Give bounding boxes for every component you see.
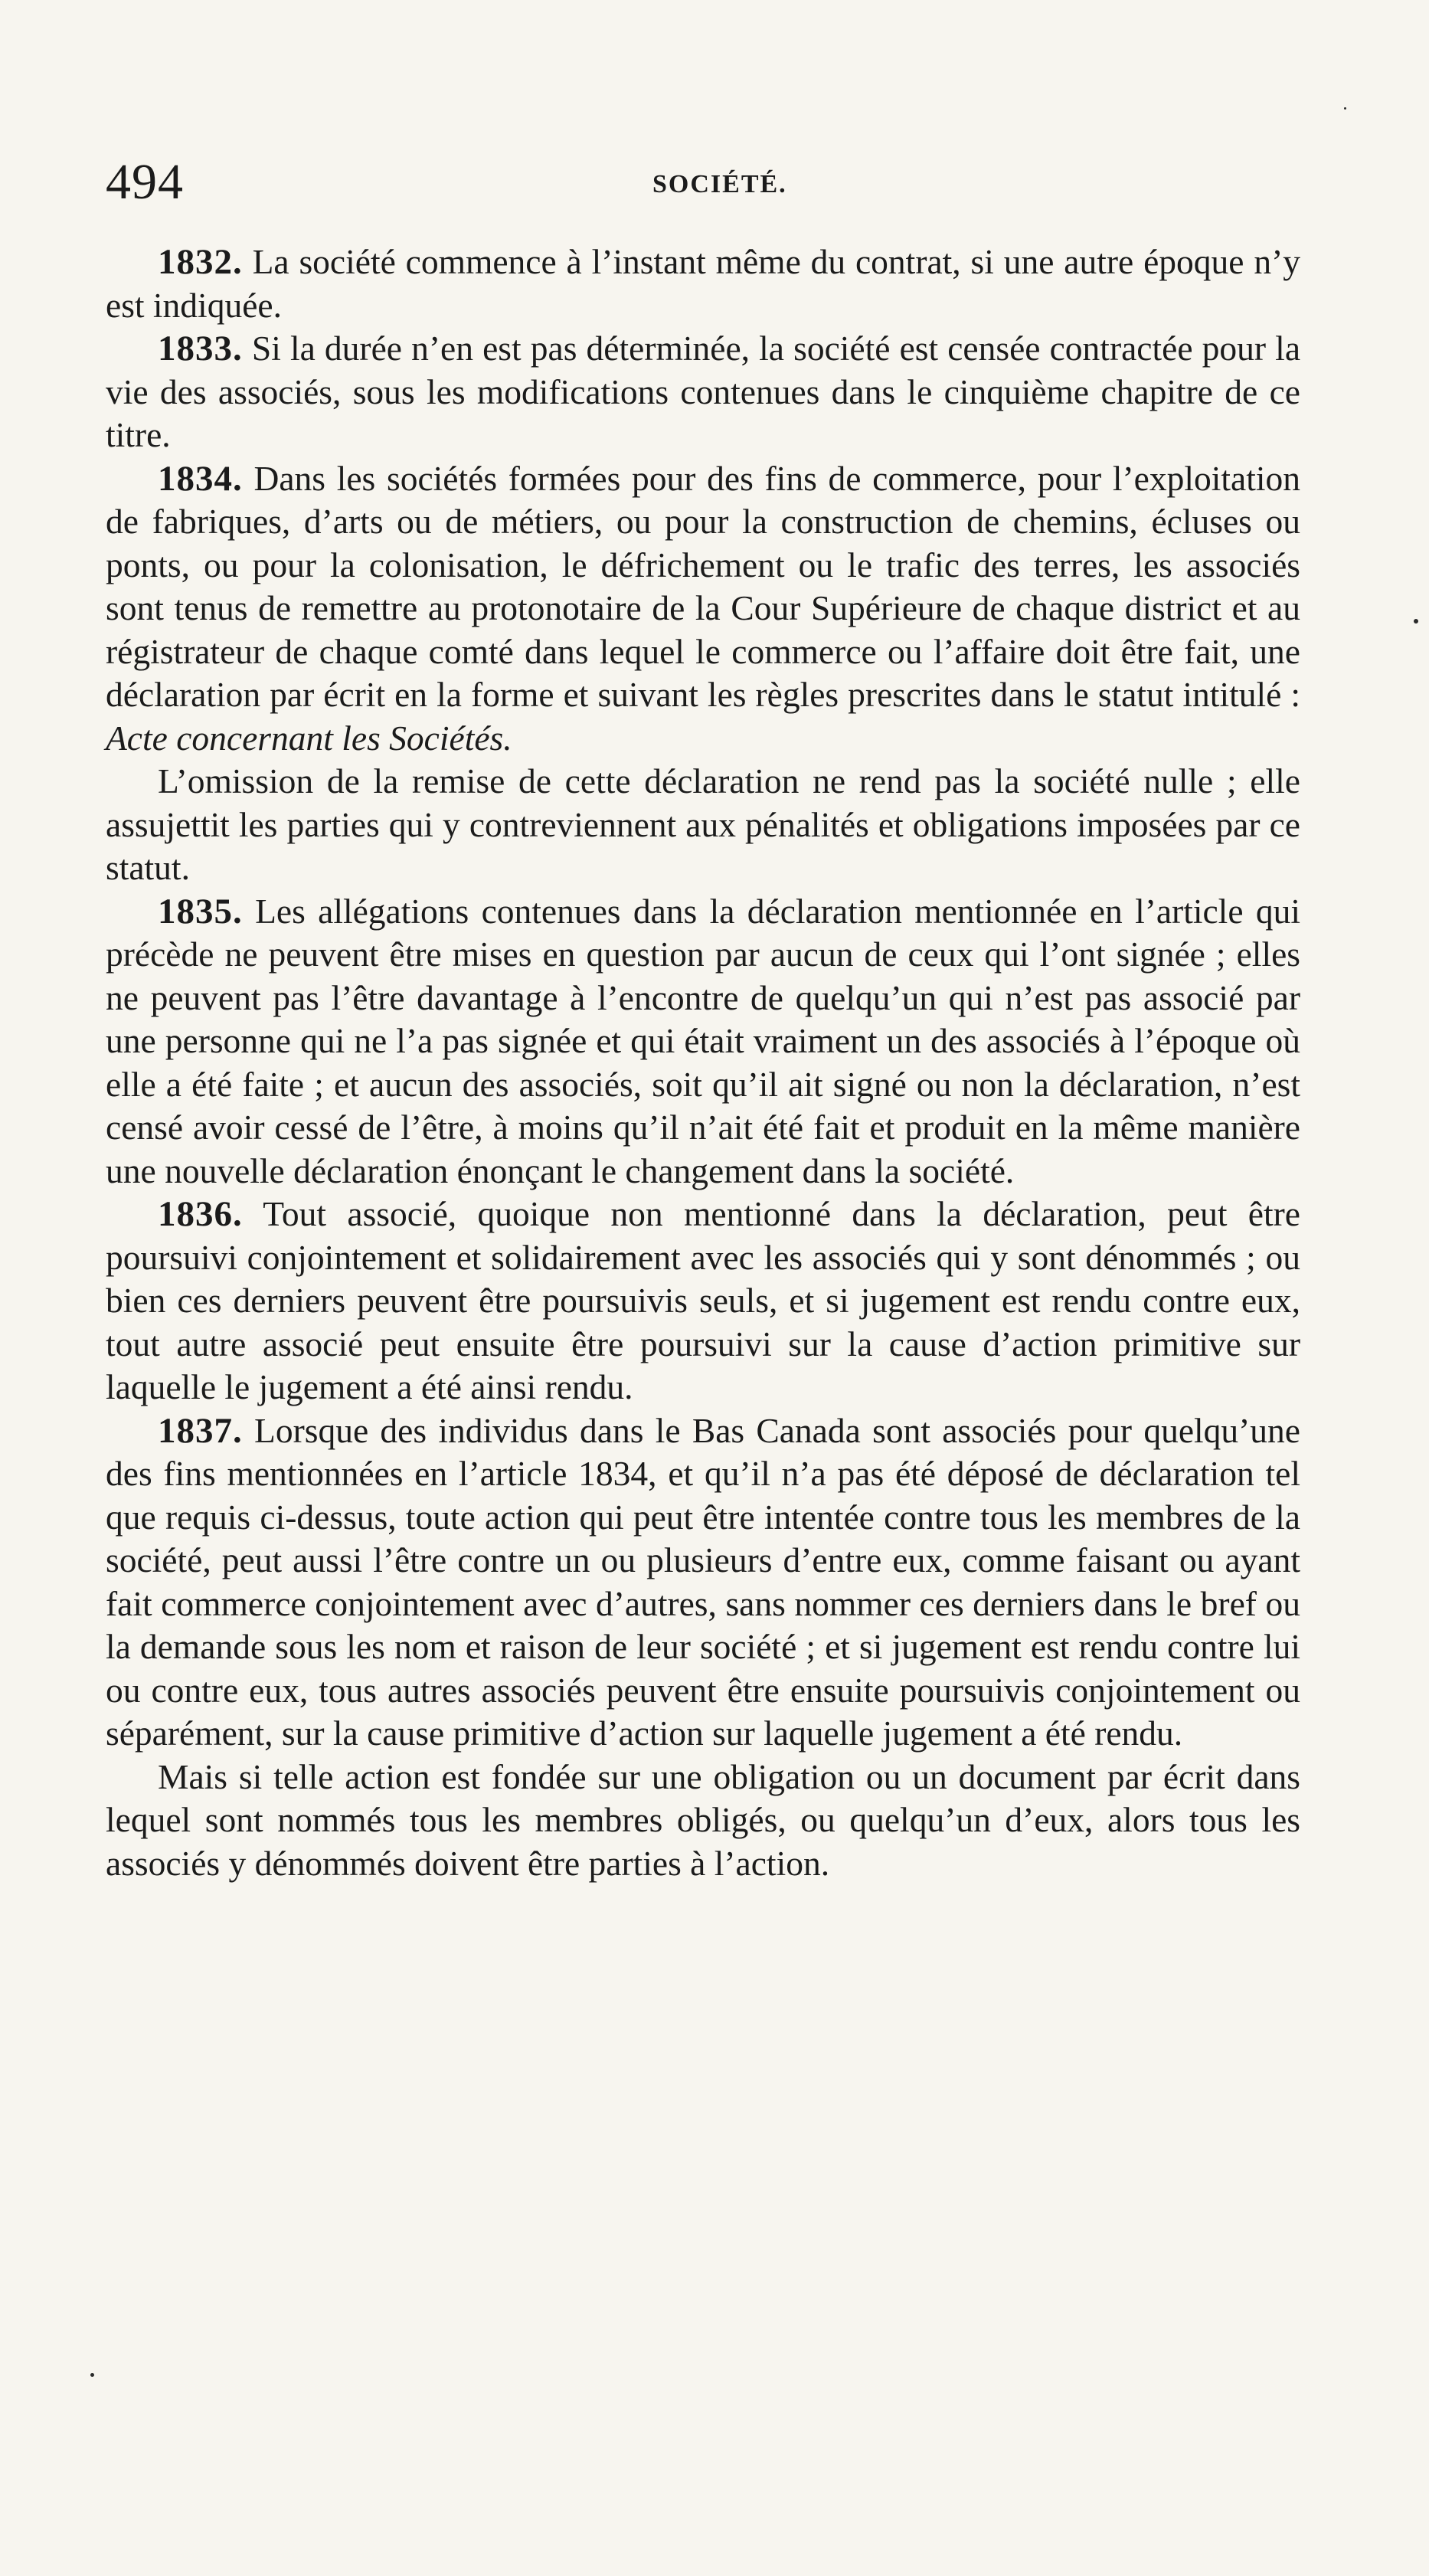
paragraph-text: L’omission de la remise de cette déclaration ne rend pas la société nulle ; elle assujettit les parties qui y contreviennent aux pénalités et obligations imposées par ce statut. <box>106 761 1300 887</box>
page <box>106 153 1300 1885</box>
article-number: 1836. <box>158 1194 243 1234</box>
article-number: 1837. <box>158 1410 243 1451</box>
speck <box>1344 107 1346 110</box>
page-number: 494 <box>106 154 184 210</box>
article-1834 <box>106 457 1300 761</box>
article-number: 1835. <box>158 891 243 931</box>
article-1835 <box>106 890 1300 1193</box>
running-title: SOCIÉTÉ. <box>652 170 787 198</box>
article-text: Tout associé, quoique non mentionné dans la déclaration, peut être poursuivi conjointement et solidairement avec les associés qui y sont dénommés ; ou bien ces derniers peuvent être poursuivis seuls, et si jugement est rendu contre eux, tout autre associé peut ensuite être poursuivi sur la cause d’action primitive sur laquelle le jugement a été ainsi rendu. <box>106 1194 1300 1406</box>
running-head <box>106 153 1300 227</box>
article-1832 <box>106 241 1300 327</box>
paragraph-omission <box>106 760 1300 890</box>
article-text: Les allégations contenues dans la déclaration mentionnée en l’article qui précède ne peuvent être mises en question par aucun de ceux qui l’ont signée ; elles ne peuvent pas l’être davantage à l’encontre de quelqu’un qui n’est pas associé par une personne qui ne l’a pas signée et qui était vraiment un des associés à l’époque où elle a été faite ; et aucun des associés, soit qu’il ait signé ou non la déclaration, n’est censé avoir cessé de l’être, à moins qu’il n’ait été fait et produit en la même manière une nouvelle déclaration énonçant le changement dans la société. <box>106 891 1300 1190</box>
article-text: Lorsque des individus dans le Bas Canada sont associés pour quelqu’une des fins mentionnées en l’article 1834, et qu’il n’a pas été déposé de déclaration tel que requis ci-dessus, toute action qui peut être intentée contre tous les membres de la société, peut aussi l’être contre un ou plusieurs d’entre eux, comme faisant ou ayant fait commerce conjointement avec d’autres, sans nommer ces derniers dans le bref ou la demande sous les nom et raison de leur société ; et si jugement est rendu contre lui ou contre eux, tous autres associés peuvent être ensuite poursuivis conjointement ou séparément, sur la cause primitive d’action sur laquelle jugement a été rendu. <box>106 1410 1300 1753</box>
article-text: Si la durée n’en est pas déterminée, la société est censée contractée pour la vie des associés, sous les modifications contenues dans le cinquième chapitre de ce titre. <box>106 329 1301 454</box>
article-number: 1834. <box>158 458 243 499</box>
body-text <box>106 241 1300 1885</box>
paragraph-text: Mais si telle action est fondée sur une obligation ou un document par écrit dans lequel sont nommés tous les membres obligés, ou quelqu’un d’eux, alors tous les associés y dénommés doivent être parties à l’action. <box>106 1756 1300 1883</box>
article-number: 1832. <box>158 242 243 282</box>
speck <box>1414 619 1418 624</box>
article-text: La société commence à l’instant même du contrat, si une autre époque n’y est indiquée. <box>106 242 1300 325</box>
article-1836 <box>106 1193 1300 1409</box>
article-number: 1833. <box>158 329 243 368</box>
statute-title: Acte concernant les Sociétés. <box>106 718 512 758</box>
article-1833 <box>106 327 1300 457</box>
speck <box>90 2373 94 2377</box>
article-1837 <box>106 1409 1300 1756</box>
article-text: Dans les sociétés formées pour des fins de commerce, pour l’exploitation de fabriques, d’arts ou de métiers, ou pour la construction de chemins, écluses ou ponts, ou pour la colonisation, le défrichement ou le trafic des terres, les associés sont tenus de remettre au protonotaire de la Cour Supérieure de chaque district et au régistrateur de chaque comté dans lequel le commerce ou l’affaire doit être fait, une déclaration par écrit en la forme et suivant les règles prescrites dans le statut intitulé : <box>106 458 1301 714</box>
paragraph-obligation <box>106 1756 1300 1886</box>
